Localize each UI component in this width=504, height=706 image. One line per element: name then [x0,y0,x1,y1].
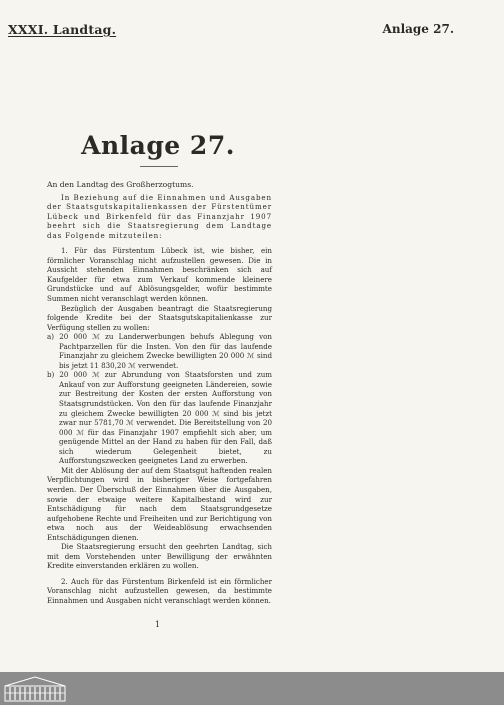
viewer-footer-bar [0,672,504,705]
paragraph: In Beziehung auf die Einnahmen und Ausgaben der Staatsgutskapitalienkassen der Fürstentümer Lübeck und Birkenfeld für das Finanzjahr 1907 beehrt sich die Staatsregierung dem Landtage das Folgende mitzuteilen: [47,192,272,240]
paragraph: 1. Für das Fürstentum Lübeck ist, wie bisher, ein förmlicher Voranschlag nicht aufzustellen gewesen. Die in Aussicht stehenden Einnahmen beschränken sich auf Kaufgelder für etwa zum Verkauf kommende kleinere Grundstücke und auf Ablösungsgelder, wofür bestimmte Summen nicht veranschlagt werden können. [47,246,272,304]
list-item: a) 20 000 ℳ zu Landerwerbungen behufs Ablegung von Pachtparzellen für die Insten. Von den für das laufende Finanzjahr zu gleichem Zwecke bewilligten 20 000 ℳ sind bis jetzt 11 830,20 ℳ verwendet. [47,332,272,370]
running-header-right: Anlage 27. [382,22,454,36]
list-item: b) 20 000 ℳ zur Abrundung von Staatsforsten und zum Ankauf von zur Aufforstung geeigneten Ländereien, sowie zur Bestreitung der Kosten der ersten Aufforstung von Staatsgrundstücken. Von den für das laufende Finanzjahr zu gleichem Zwecke bewilligten 20 000 ℳ sind bis jetzt zwar nur 5781,70 ℳ verwendet. Die Bereitstellung von 20 000 ℳ für das Finanzjahr 1907 empfiehlt sich aber, um genügende Mittel an der Hand zu haben für den Fall, daß sich wiederum Gelegenheit bietet, zu Aufforstungszwecken geeignetes Land zu erwerben. [47,370,272,466]
address-line: An den Landtag des Großherzogtums. [47,180,194,189]
building-logo-icon [4,676,66,706]
paragraph: 2. Auch für das Fürstentum Birkenfeld ist ein förmlicher Voranschlag nicht aufzustellen gewesen, da bestimmte Einnahmen und Ausgaben nicht veranschlagt werden können. [47,576,272,605]
paragraph: Mit der Ablösung der auf dem Staatsgut haftenden realen Verpflichtungen wird in bisheriger Weise fortgefahren werden. Der Überschuß der Einnahmen über die Ausgaben, sowie der etwaige weitere Kapitalbestand wird zur Entschädigung für nach dem Staatsgrundgesetze aufgehobene Rechte und Freiheiten und zur Berichtigung von etwa noch aus der Weideablösung erwachsenden Entschädigungen dienen. [47,465,272,542]
paragraph: Die Staatsregierung ersucht den geehrten Landtag, sich mit dem Vorstehenden unter Bewilligung der erwähnten Kredite einverstanden erklären zu wollen. [47,542,272,571]
page-number: 1 [155,620,161,629]
page-title: Anlage 27. [81,131,235,160]
title-divider [140,166,178,167]
paragraph: Bezüglich der Ausgaben beantragt die Staatsregierung folgende Kredite bei der Staatsgutskapitalienkasse zur Verfügung stellen zu wollen: [47,303,272,332]
running-header-left: XXXI. Landtag. [8,22,117,37]
document-body [47,174,272,606]
